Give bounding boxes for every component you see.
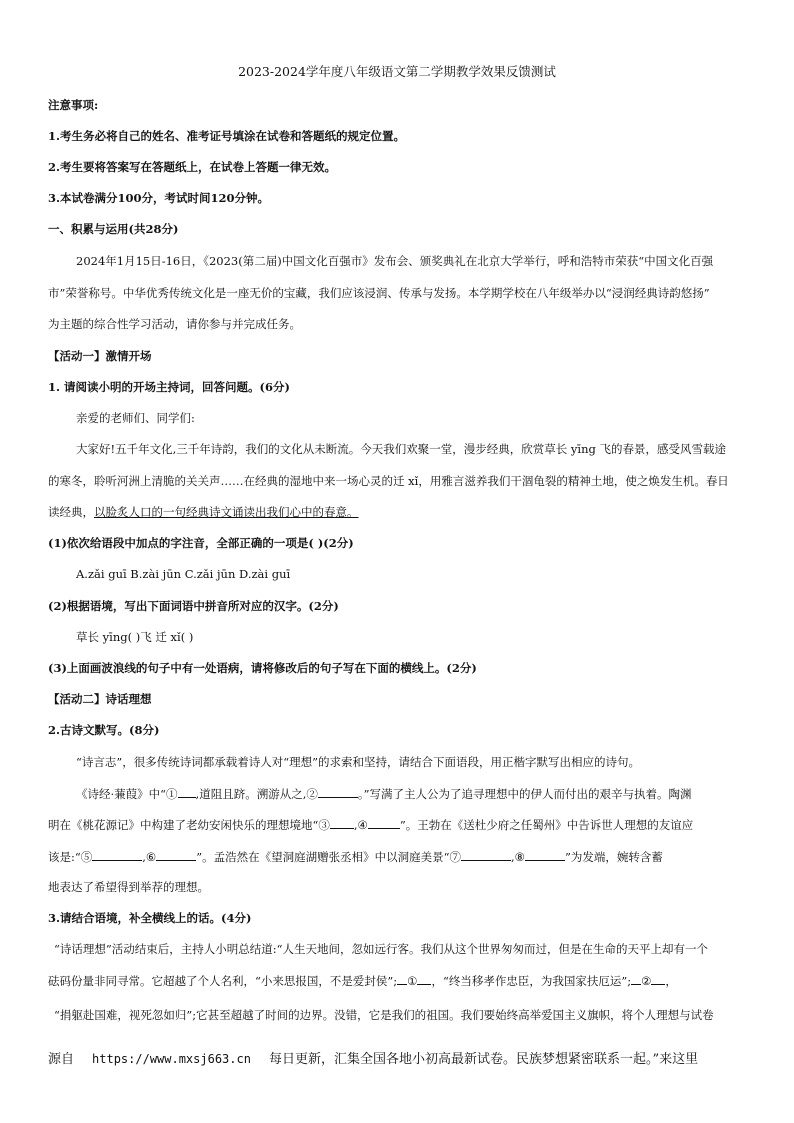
question-1-1-options: A.zǎi guī B.zài jūn C.zǎi jūn D.zài guī bbox=[76, 567, 291, 581]
answer-blank[interactable] bbox=[417, 972, 431, 985]
section-heading-1: 一、积累与运用(共28分) bbox=[48, 222, 179, 236]
speech-line-1: 大家好!五千年文化,三千年诗韵，我们的文化从未断流。今天我们欢聚一堂，漫步经典，欣赏草长 yīng 飞的春景，感受风雪载途 bbox=[76, 442, 727, 456]
footer-prefix: 源自 bbox=[48, 1052, 75, 1067]
q2-text: ,道阻且跻。溯游从之,② bbox=[195, 787, 318, 801]
q3-text: ，“终当移孝作忠臣，为我国家扶厄运”; bbox=[431, 974, 632, 988]
speech-line-2: 的寒冬，聆听河洲上清脆的关关声……在经典的湿地中来一场心灵的迁 xǐ，用雅言滋养我们干涸龟裂的精神土地，使之焕发生机。春日 bbox=[48, 474, 729, 488]
question-1-2: (2)根据语境，写出下面词语中拼音所对应的汉字。(2分) bbox=[48, 599, 339, 613]
speech-line-3 bbox=[48, 504, 748, 520]
notice-item-3: 3.本试卷满分100分，考试时间120分钟。 bbox=[48, 191, 270, 205]
question-2-line-2 bbox=[48, 816, 748, 833]
question-3-line-2 bbox=[48, 972, 748, 989]
answer-blank[interactable] bbox=[178, 785, 196, 798]
q2-text: ,⑥ bbox=[142, 850, 157, 864]
answer-blank[interactable] bbox=[318, 785, 358, 798]
notice-item-2: 2.考生要将答案写在答题纸上，在试卷上答题一律无效。 bbox=[48, 160, 337, 174]
question-1-1: (1)依次给语段中加点的字注音，全部正确的一项是( )(2分) bbox=[48, 536, 354, 550]
q3-text: ① bbox=[407, 974, 418, 988]
question-1-2-words: 草长 yīng( )飞 迁 xǐ( ) bbox=[76, 630, 194, 644]
q2-text: 该是:“⑤ bbox=[48, 850, 93, 864]
footer-url-link[interactable]: https://www.mxsj663.cn bbox=[92, 1052, 251, 1066]
q2-text: ”为发端，婉转含蓄 bbox=[564, 850, 663, 864]
activity-1-heading: 【活动一】激情开场 bbox=[48, 349, 152, 363]
q2-text: ,⑧ bbox=[511, 850, 525, 864]
answer-blank[interactable] bbox=[651, 972, 665, 985]
answer-blank[interactable] bbox=[461, 848, 511, 861]
question-2-line-1 bbox=[76, 785, 748, 802]
question-1: 1. 请阅读小明的开场主持词，回答问题。(6分) bbox=[48, 380, 290, 394]
q3-text: ② bbox=[641, 974, 652, 988]
notice-item-1: 1.考生务必将自己的姓名、准考证号填涂在试卷和答题纸的规定位置。 bbox=[48, 129, 406, 143]
answer-blank[interactable] bbox=[631, 972, 641, 985]
question-1-3: (3)上面画波浪线的句子中有一处语病，请将修改后的句子写在下面的横线上。(2分) bbox=[48, 661, 477, 675]
speech-line-3-text: 读经典， bbox=[48, 505, 94, 519]
footer-text: 每日更新，汇集全国各地小初高最新试卷。民族梦想紧密联系一起。”来这里 bbox=[268, 1052, 699, 1067]
page-title: 2023-2024学年度八年级语文第二学期教学效果反馈测试 bbox=[238, 64, 556, 79]
question-2-line-4: 地表达了希望得到举荐的理想。 bbox=[48, 880, 209, 894]
answer-blank[interactable] bbox=[397, 972, 407, 985]
question-2-line-3 bbox=[48, 848, 748, 865]
q3-text: ， bbox=[665, 974, 677, 988]
answer-blank[interactable] bbox=[330, 816, 354, 829]
q2-text: 明在《桃花源记》中构建了老幼安闲快乐的理想境地“③ bbox=[48, 818, 330, 832]
intro-line-3: 为主题的综合性学习活动，请你参与并完成任务。 bbox=[48, 317, 301, 331]
intro-line-2: 市”荣誉称号。中华优秀传统文化是一座无价的宝藏，我们应该浸润、传承与发扬。本学期学校在八年级举办以“浸润经典诗韵悠扬” bbox=[48, 286, 710, 300]
footer bbox=[48, 1048, 758, 1067]
question-3-line-3: “捐躯赴国难，视死忽如归”;它甚至超越了时间的边界。没错，它是我们的祖国。我们要始终高举爱国主义旗帜，将个人理想与试卷 bbox=[54, 1008, 714, 1022]
intro-line-1: 2024年1月15日-16日，《2023(第二届)中国文化百强市》发布会、颁奖典礼在北京大学举行，呼和浩特市荣获“中国文化百强 bbox=[76, 254, 714, 268]
wavy-underlined-sentence: 以脸炙人口的一句经典诗文诵读出我们心中的春意。 bbox=[94, 505, 359, 519]
q2-text: ,④ bbox=[353, 818, 368, 832]
question-3-line-1: “诗话理想”活动结束后，主持人小明总结道:“人生天地间，忽如远行客。我们从这个世界匆匆而过，但是在生命的天平上却有一个 bbox=[54, 942, 709, 956]
q2-text: ”。王勃在《送杜少府之任蜀州》中告诉世人理想的友谊应 bbox=[399, 818, 694, 832]
question-2-intro: “诗言志”，很多传统诗词都承载着诗人对“理想”的求索和坚持，请结合下面语段，用正楷字默写出相应的诗句。 bbox=[76, 755, 641, 769]
answer-blank[interactable] bbox=[92, 848, 142, 861]
activity-2-heading: 【活动二】诗话理想 bbox=[48, 692, 152, 706]
question-3: 3.请结合语境，补全横线上的话。(4分) bbox=[48, 911, 252, 925]
answer-blank[interactable] bbox=[156, 848, 196, 861]
answer-blank[interactable] bbox=[525, 848, 565, 861]
answer-blank[interactable] bbox=[368, 816, 400, 829]
q2-text: 《诗经·蒹葭》中“① bbox=[76, 787, 178, 801]
notice-heading: 注意事项: bbox=[48, 98, 99, 112]
q3-text: 砝码份量非同寻常。它超越了个人名利，“小来思报国，不是爱封侯”; bbox=[48, 974, 398, 988]
q2-text: ”。孟浩然在《望洞庭湖赠张丞相》中以洞庭美景“⑦ bbox=[196, 850, 461, 864]
q2-text: 。”写满了主人公为了追寻理想中的伊人而付出的艰辛与执着。陶渊 bbox=[357, 787, 692, 801]
question-2: 2.古诗文默写。(8分) bbox=[48, 723, 160, 737]
speech-greeting: 亲爱的老师们、同学们: bbox=[76, 411, 195, 425]
